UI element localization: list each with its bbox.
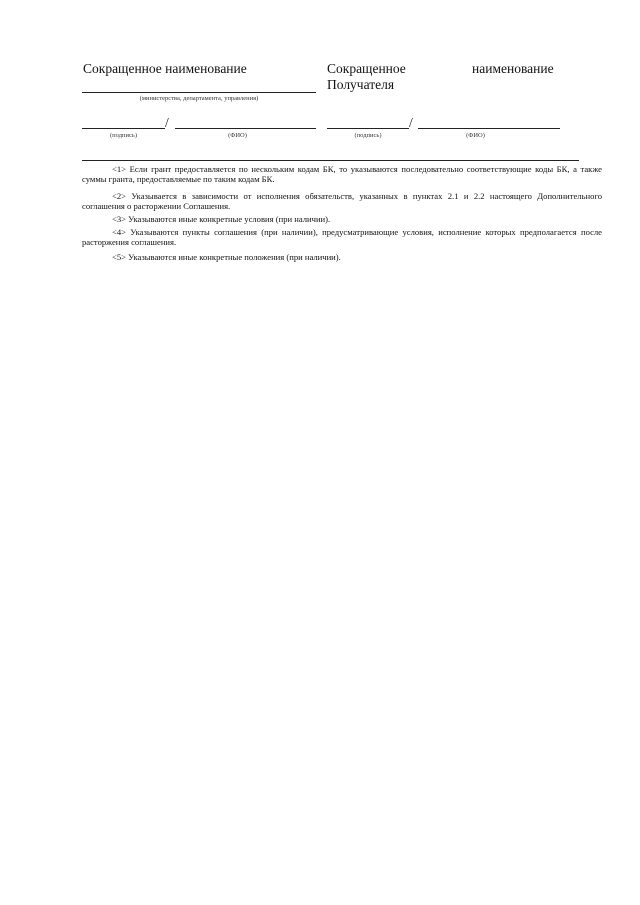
- right-fio-line: [418, 128, 560, 129]
- footnote-1: <1> Если грант предоставляется по нескольким кодам БК, то указываются последовательно соответствующие коды БК, а также суммы гранта, предоставляемые по таким кодам БК.: [82, 164, 602, 185]
- left-party-caption: (министерства, департамента, управления): [139, 95, 259, 102]
- right-signature-line: [327, 128, 409, 129]
- left-fio-caption: (ФИО): [228, 132, 247, 139]
- footnote-4: <4> Указываются пункты соглашения (при наличии), предусматривающие условия, исполнение которых предполагается после расторжения соглашения.: [82, 227, 602, 248]
- left-party-title: Сокращенное наименование: [83, 61, 247, 76]
- right-party-subtitle: Получателя: [327, 77, 395, 92]
- left-party-name-line: [82, 92, 316, 93]
- left-signature-slash: /: [165, 115, 169, 130]
- left-signature-caption: (подпись): [110, 132, 137, 139]
- right-signature-caption: (подпись): [354, 132, 382, 139]
- footnote-separator: [82, 160, 579, 161]
- footnote-3: <3> Указываются иные конкретные условия (при наличии).: [112, 214, 331, 224]
- left-fio-line: [175, 128, 316, 129]
- left-signature-line: [82, 128, 165, 129]
- right-fio-caption: (ФИО): [466, 132, 485, 139]
- right-signature-slash: /: [409, 115, 413, 130]
- right-party-title-word2: наименование: [472, 61, 554, 76]
- footnote-5: <5> Указываются иные конкретные положения (при наличии).: [112, 252, 341, 262]
- footnote-2: <2> Указывается в зависимости от исполнения обязательств, указанных в пунктах 2.1 и 2.2 настоящего Дополнительного соглашения о расторжении Соглашения.: [82, 191, 602, 212]
- right-party-title-word1: Сокращенное: [327, 61, 406, 76]
